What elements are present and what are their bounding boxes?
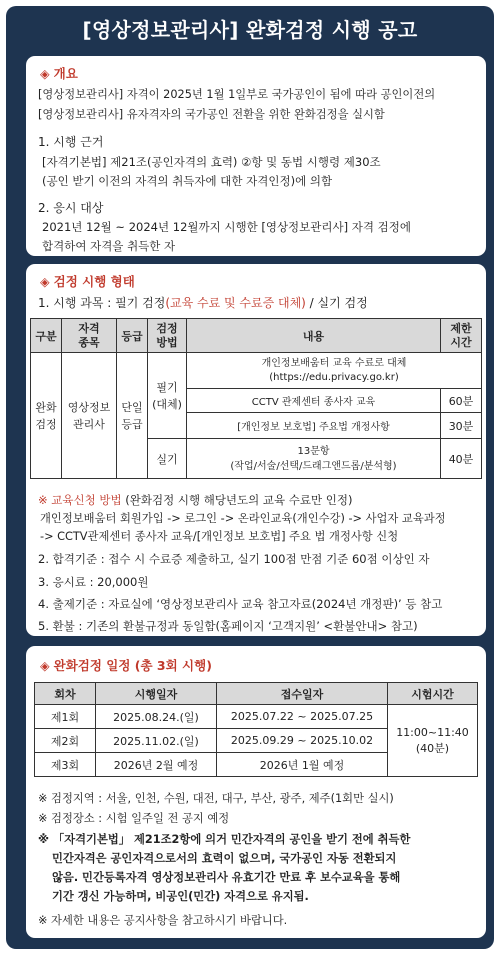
cell-grade: 단일 등급 [117, 353, 148, 479]
schedule-heading: ◈ 완화검정 일정 (총 3회 시행) [40, 658, 212, 673]
item-refund: 5. 환불 : 기존의 환불규정과 동일함(홈페이지 ‘고객지원’ <환불안내> 참고) [38, 619, 418, 633]
target-title: 2. 응시 대상 [38, 201, 104, 215]
th-exam-time: 시험시간 [388, 683, 478, 705]
note-region: ※ 검정지역 : 서울, 인천, 수원, 대전, 대구, 부산, 광주, 제주(1회만 실시) [38, 792, 394, 805]
diamond-icon: ◈ [40, 274, 50, 289]
cell-apply-date: 2025.07.22 ~ 2025.07.25 [217, 705, 388, 729]
cell-exam-date: 2025.08.24.(일) [96, 705, 217, 729]
basis-title: 1. 시행 근거 [38, 135, 104, 149]
th-apply-date: 접수일자 [217, 683, 388, 705]
cell-apply-date: 2026년 1월 예정 [217, 753, 388, 777]
exam-type-card [26, 264, 486, 636]
item-criteria: 4. 출제기준 : 자료실에 ‘영상정보관리사 교육 참고자료(2024년 개정판)’ 등 참고 [38, 597, 443, 611]
note-law-1: ※ 「자격기본법」 제21조2항에 의거 민간자격의 공인을 받기 전에 취득한 [38, 833, 411, 846]
cell-round: 제2회 [35, 729, 96, 753]
cell-row3-content: [개인정보 보호법] 주요법 개정사항 [187, 413, 441, 439]
cell-row4-time: 40분 [441, 439, 482, 479]
overview-card [26, 56, 486, 256]
exam-subject: 1. 시행 과목 : 필기 검정(교육 수료 및 수료증 대체) / 실기 검정 [38, 296, 368, 310]
th-grade: 등급 [117, 319, 148, 353]
cell-apply-date: 2025.09.29 ~ 2025.10.02 [217, 729, 388, 753]
cell-round: 제3회 [35, 753, 96, 777]
overview-heading: ◈ 개요 [40, 66, 78, 81]
cell-row3-time: 30분 [441, 413, 482, 439]
cell-row4-content: 13문항 (작업/서술/선택/드래그앤드롭/분석형) [187, 439, 441, 479]
cell-exam-date: 2025.11.02.(일) [96, 729, 217, 753]
th-jongmok: 자격 종목 [62, 319, 117, 353]
item-pass-criteria: 2. 합격기준 : 접수 시 수료증 제출하고, 실기 100점 만점 기준 60점 이상인 자 [38, 552, 430, 566]
cell-exam-date: 2026년 2월 예정 [96, 753, 217, 777]
cell-gubun: 완화 검정 [31, 353, 62, 479]
cell-row2-content: CCTV 관제센터 종사자 교육 [187, 389, 441, 413]
note-law-2: 민간자격은 공인자격으로서의 효력이 없으며, 국가공인 자동 전환되지 [52, 852, 397, 865]
basis-line2: (공인 받기 이전의 자격의 취득자에 대한 자격인정)에 의함 [42, 174, 333, 188]
cell-written: 필기 (대체) [148, 353, 187, 439]
table-row [35, 705, 478, 729]
exam-type-heading: ◈ 검정 시행 형태 [40, 274, 135, 289]
edu-note: ※ 교육신청 방법 (완화검정 시행 해당년도의 교육 수료만 인정) [38, 493, 353, 507]
target-line2: 합격하여 자격을 취득한 자 [42, 239, 176, 253]
item-fee: 3. 응시료 : 20,000원 [38, 575, 149, 589]
th-time: 제한 시간 [441, 319, 482, 353]
cell-jongmok: 영상정보 관리사 [62, 353, 117, 479]
th-method: 검정 방법 [148, 319, 187, 353]
th-exam-date: 시행일자 [96, 683, 217, 705]
edu-line2: 개인정보배움터 회원가입 -> 로그인 -> 온라인교육(개인수강) -> 사업자 교육과정 [40, 512, 446, 525]
note-more-info: ※ 자세한 내용은 공지사항을 참고하시기 바랍니다. [38, 914, 288, 927]
cell-practical: 실기 [148, 439, 187, 479]
notice-frame [6, 6, 494, 949]
note-law-3: 않음. 민간등록자격 영상정보관리사 유효기간 만료 후 보수교육을 통해 [52, 871, 401, 884]
target-line1: 2021년 12월 ~ 2024년 12월까지 시행한 [영상정보관리사] 자격 검정에 [42, 220, 411, 234]
exam-method-table [30, 318, 482, 479]
diamond-icon: ◈ [40, 658, 50, 673]
note-law-4: 기간 갱신 가능하며, 비공인(민간) 자격으로 유지됨. [52, 890, 309, 903]
cell-round: 제1회 [35, 705, 96, 729]
th-round: 회차 [35, 683, 96, 705]
basis-line1: [자격기본법] 제21조(공인자격의 효력) ②항 및 동법 시행령 제30조 [42, 155, 381, 169]
diamond-icon: ◈ [40, 66, 50, 81]
page-title: [영상정보관리사] 완화검정 시행 공고 [82, 18, 418, 42]
schedule-table [34, 682, 478, 777]
schedule-card [26, 646, 486, 938]
overview-line2: [영상정보관리사] 유자격자의 국가공인 전환을 위한 완화검정을 실시함 [38, 108, 385, 121]
th-content: 내용 [187, 319, 441, 353]
edu-line3: -> CCTV관제센터 종사자 교육/[개인정보 보호법] 주요 법 개정사항 신청 [40, 530, 399, 543]
note-venue: ※ 검정장소 : 시험 일주일 전 공지 예정 [38, 812, 230, 825]
overview-line1: [영상정보관리사] 자격이 2025년 1월 1일부로 국가공인이 됨에 따라 공인이전의 [38, 88, 436, 101]
cell-row1-content: 개인정보배움터 교육 수료로 대체 (https://edu.privacy.go.kr) [187, 353, 482, 389]
th-gubun: 구분 [31, 319, 62, 353]
cell-row2-time: 60분 [441, 389, 482, 413]
cell-exam-time: 11:00~11:40 (40분) [388, 705, 478, 777]
